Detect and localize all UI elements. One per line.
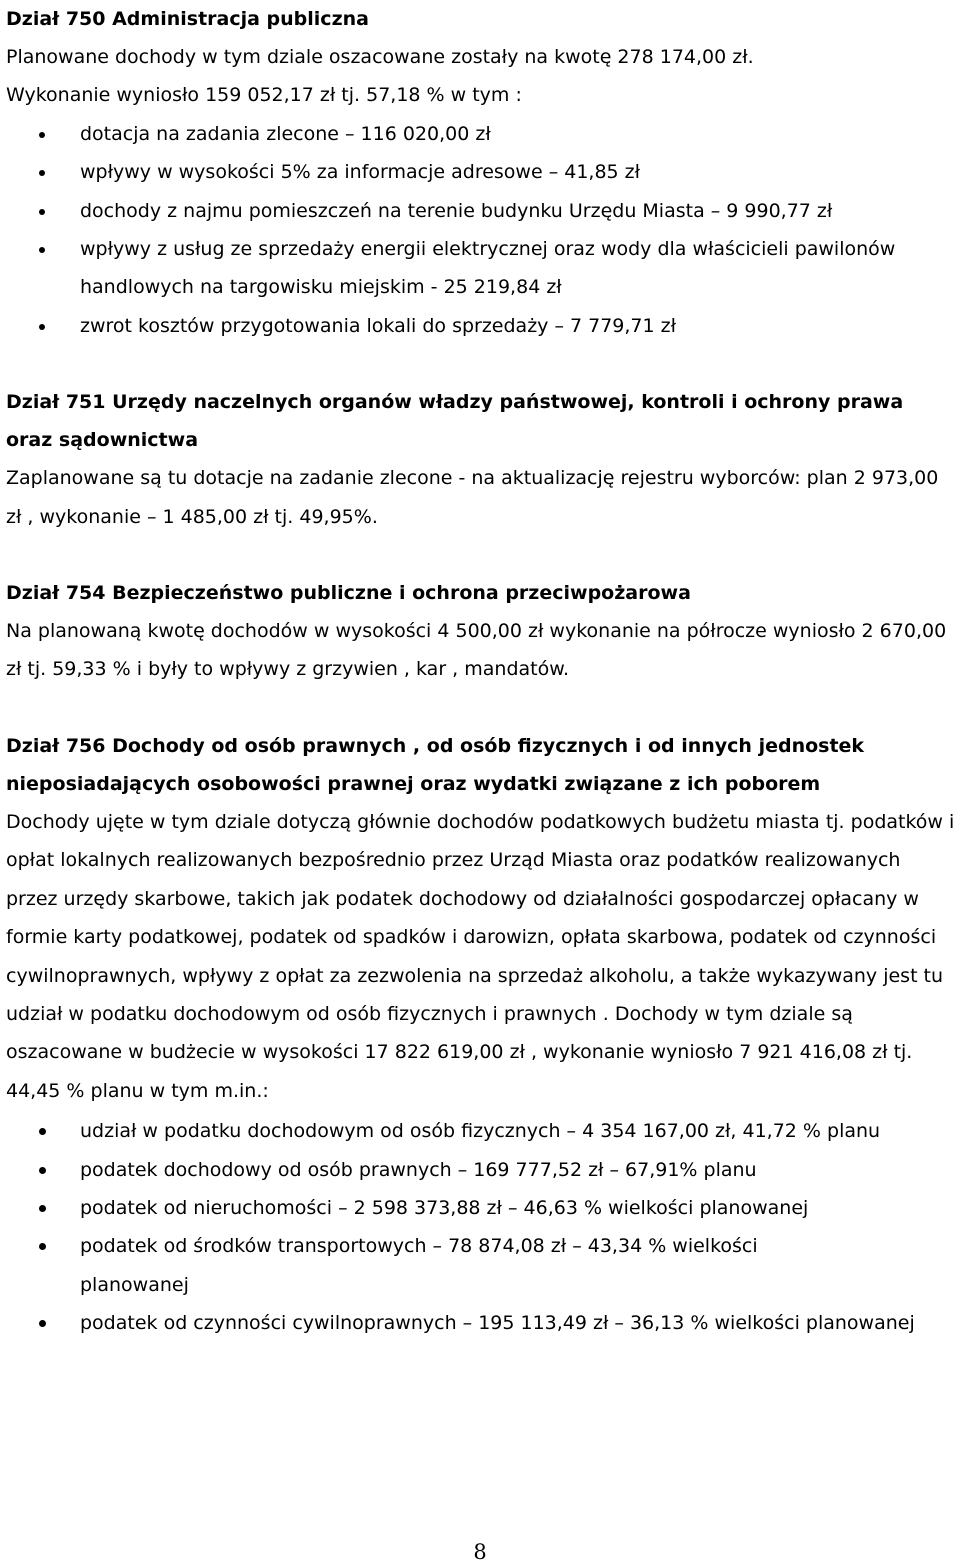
section-750-list [6,115,956,345]
section-750-execution: Wykonanie wyniosło 159 052,17 zł tj. 57,18 % w tym : [6,84,522,107]
list-item: dotacja na zadania zlecone – 116 020,00 zł [6,115,956,153]
page-number: 8 [473,1540,487,1564]
list-item: wpływy z usług ze sprzedaży energii elektrycznej oraz wody dla właścicieli pawilonów handlowych na targowisku miejskim - 25 219,84 zł [6,230,956,307]
section-750 [6,0,956,345]
list-item: podatek od środków transportowych – 78 874,08 zł – 43,34 % wielkości planowanej [6,1227,956,1304]
list-item: zwrot kosztów przygotowania lokali do sprzedaży – 7 779,71 zł [6,307,956,345]
spacer [6,345,956,383]
spacer [6,689,956,727]
list-item: podatek od czynności cywilnoprawnych – 195 113,49 zł – 36,13 % wielkości planowanej [6,1304,956,1342]
list-item: podatek dochodowy od osób prawnych – 169 777,52 zł – 67,91% planu [6,1151,956,1189]
section-754-title: Dział 754 Bezpieczeństwo publiczne i ochrona przeciwpożarowa [6,582,691,605]
document-page [6,0,956,1343]
section-756-title: Dział 756 Dochody od osób prawnych , od osób fizycznych i od innych jednostek nieposiadających osobowości prawnej oraz wydatki związane z ich poborem [6,734,865,795]
section-750-title: Dział 750 Administracja publiczna [6,8,369,30]
section-751-body: Zaplanowane są tu dotacje na zadanie zlecone - na aktualizację rejestru wyborców: plan 2 973,00 zł , wykonanie – 1 485,00 zł tj. 49,95%. [6,467,939,528]
section-754 [6,574,956,689]
list-item: udział w podatku dochodowym od osób fizycznych – 4 354 167,00 zł, 41,72 % planu [6,1112,956,1150]
section-750-plan: Planowane dochody w tym dziale oszacowane zostały na kwotę 278 174,00 zł. [6,46,754,68]
list-item: dochody z najmu pomieszczeń na terenie budynku Urzędu Miasta – 9 990,77 zł [6,192,956,230]
section-751 [6,383,956,536]
section-756-list [6,1112,956,1342]
list-item: podatek od nieruchomości – 2 598 373,88 zł – 46,63 % wielkości planowanej [6,1189,956,1227]
spacer [6,536,956,574]
list-item: wpływy w wysokości 5% za informacje adresowe – 41,85 zł [6,153,956,191]
section-754-body: Na planowaną kwotę dochodów w wysokości 4 500,00 zł wykonanie na półrocze wyniosło 2 670,00 zł tj. 59,33 % i były to wpływy z grzywien , kar , mandatów. [6,620,947,681]
section-751-title: Dział 751 Urzędy naczelnych organów władzy państwowej, kontroli i ochrony prawa oraz sądownictwa [6,391,904,452]
section-756-body: Dochody ujęte w tym dziale dotyczą głównie dochodów podatkowych budżetu miasta tj. podatków i opłat lokalnych realizowanych bezpośrednio przez Urząd Miasta oraz podatków realizowanych przez urzędy skarbowe, takich jak podatek dochodowy od działalności gospodarczej opłacany w formie karty podatkowej, podatek od spadków i darowizn, opłata skarbowa, podatek od czynności cywilnoprawnych, wpływy z opłat za zezwolenia na sprzedaż alkoholu, a także wykazywany jest tu udział w podatku dochodowym od osób fizycznych i prawnych . Dochody w tym dziale są oszacowane w budżecie w wysokości 17 822 619,00 zł , wykonanie wyniosło 7 921 416,08 zł tj. 44,45 % planu w tym m.in.: [6,810,955,1102]
section-756 [6,727,956,1343]
